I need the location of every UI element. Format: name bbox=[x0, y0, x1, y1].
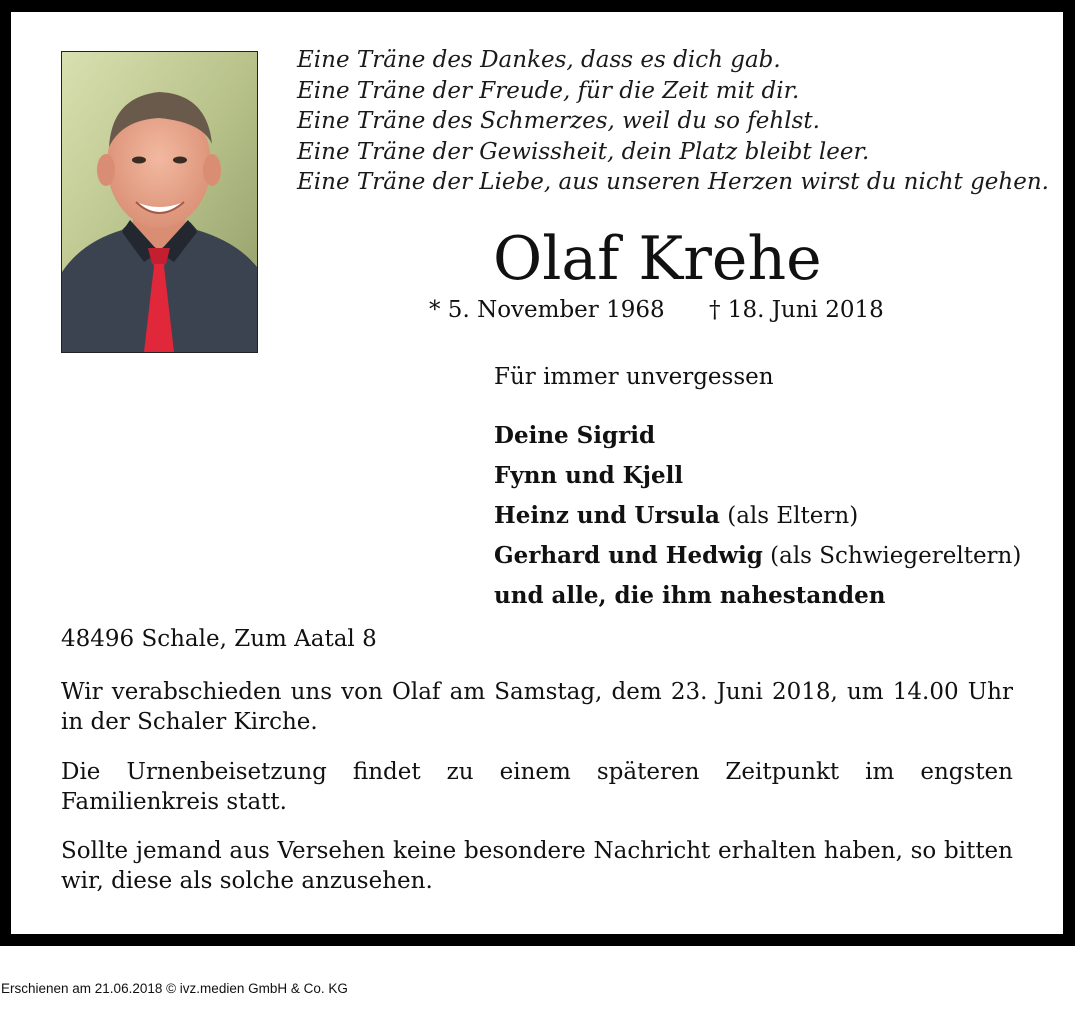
portrait-photo bbox=[61, 51, 258, 353]
family-member bbox=[494, 416, 1021, 456]
member-note: (als Schwiegereltern) bbox=[770, 543, 1022, 569]
family-intro: Für immer unvergessen bbox=[494, 364, 774, 390]
death-date: † 18. Juni 2018 bbox=[709, 297, 884, 323]
poem-line: Eine Träne der Freude, für die Zeit mit dir. bbox=[297, 77, 800, 104]
poem bbox=[297, 45, 1049, 198]
address: 48496 Schale, Zum Aatal 8 bbox=[61, 626, 377, 652]
deceased-name: Olaf Krehe bbox=[493, 224, 822, 294]
notice-paragraph: Sollte jemand aus Versehen keine besondere Nachricht erhalten haben, so bitten wir, diese als solche anzusehen. bbox=[61, 838, 1013, 894]
family-member bbox=[494, 456, 1021, 496]
publication-footer: Erschienen am 21.06.2018 © ivz.medien GmbH & Co. KG bbox=[1, 981, 348, 996]
member-name: Gerhard und Hedwig bbox=[494, 542, 763, 569]
member-name: Deine Sigrid bbox=[494, 422, 656, 449]
member-name: Heinz und Ursula bbox=[494, 502, 720, 529]
poem-line: Eine Träne der Gewissheit, dein Platz bleibt leer. bbox=[297, 138, 870, 165]
birth-date: * 5. November 1968 bbox=[429, 297, 665, 323]
family-member bbox=[494, 576, 1021, 616]
member-name: Fynn und Kjell bbox=[494, 462, 684, 489]
poem-line: Eine Träne der Liebe, aus unseren Herzen wirst du nicht gehen. bbox=[297, 169, 1049, 196]
poem-line: Eine Träne des Schmerzes, weil du so fehlst. bbox=[297, 108, 820, 135]
family-member bbox=[494, 496, 1021, 536]
family-list bbox=[494, 362, 1021, 616]
urn-burial-paragraph: Die Urnenbeisetzung findet zu einem späteren Zeitpunkt im engsten Familienkreis statt. bbox=[61, 759, 1013, 815]
obituary-card bbox=[11, 12, 1063, 934]
member-note: (als Eltern) bbox=[727, 503, 859, 529]
family-member bbox=[494, 536, 1021, 576]
member-name: und alle, die ihm nahestanden bbox=[494, 582, 886, 609]
poem-line: Eine Träne des Dankes, dass es dich gab. bbox=[297, 47, 781, 73]
farewell-paragraph: Wir verabschieden uns von Olaf am Samstag, dem 23. Juni 2018, um 14.00 Uhr in der Schaler Kirche. bbox=[61, 679, 1013, 735]
